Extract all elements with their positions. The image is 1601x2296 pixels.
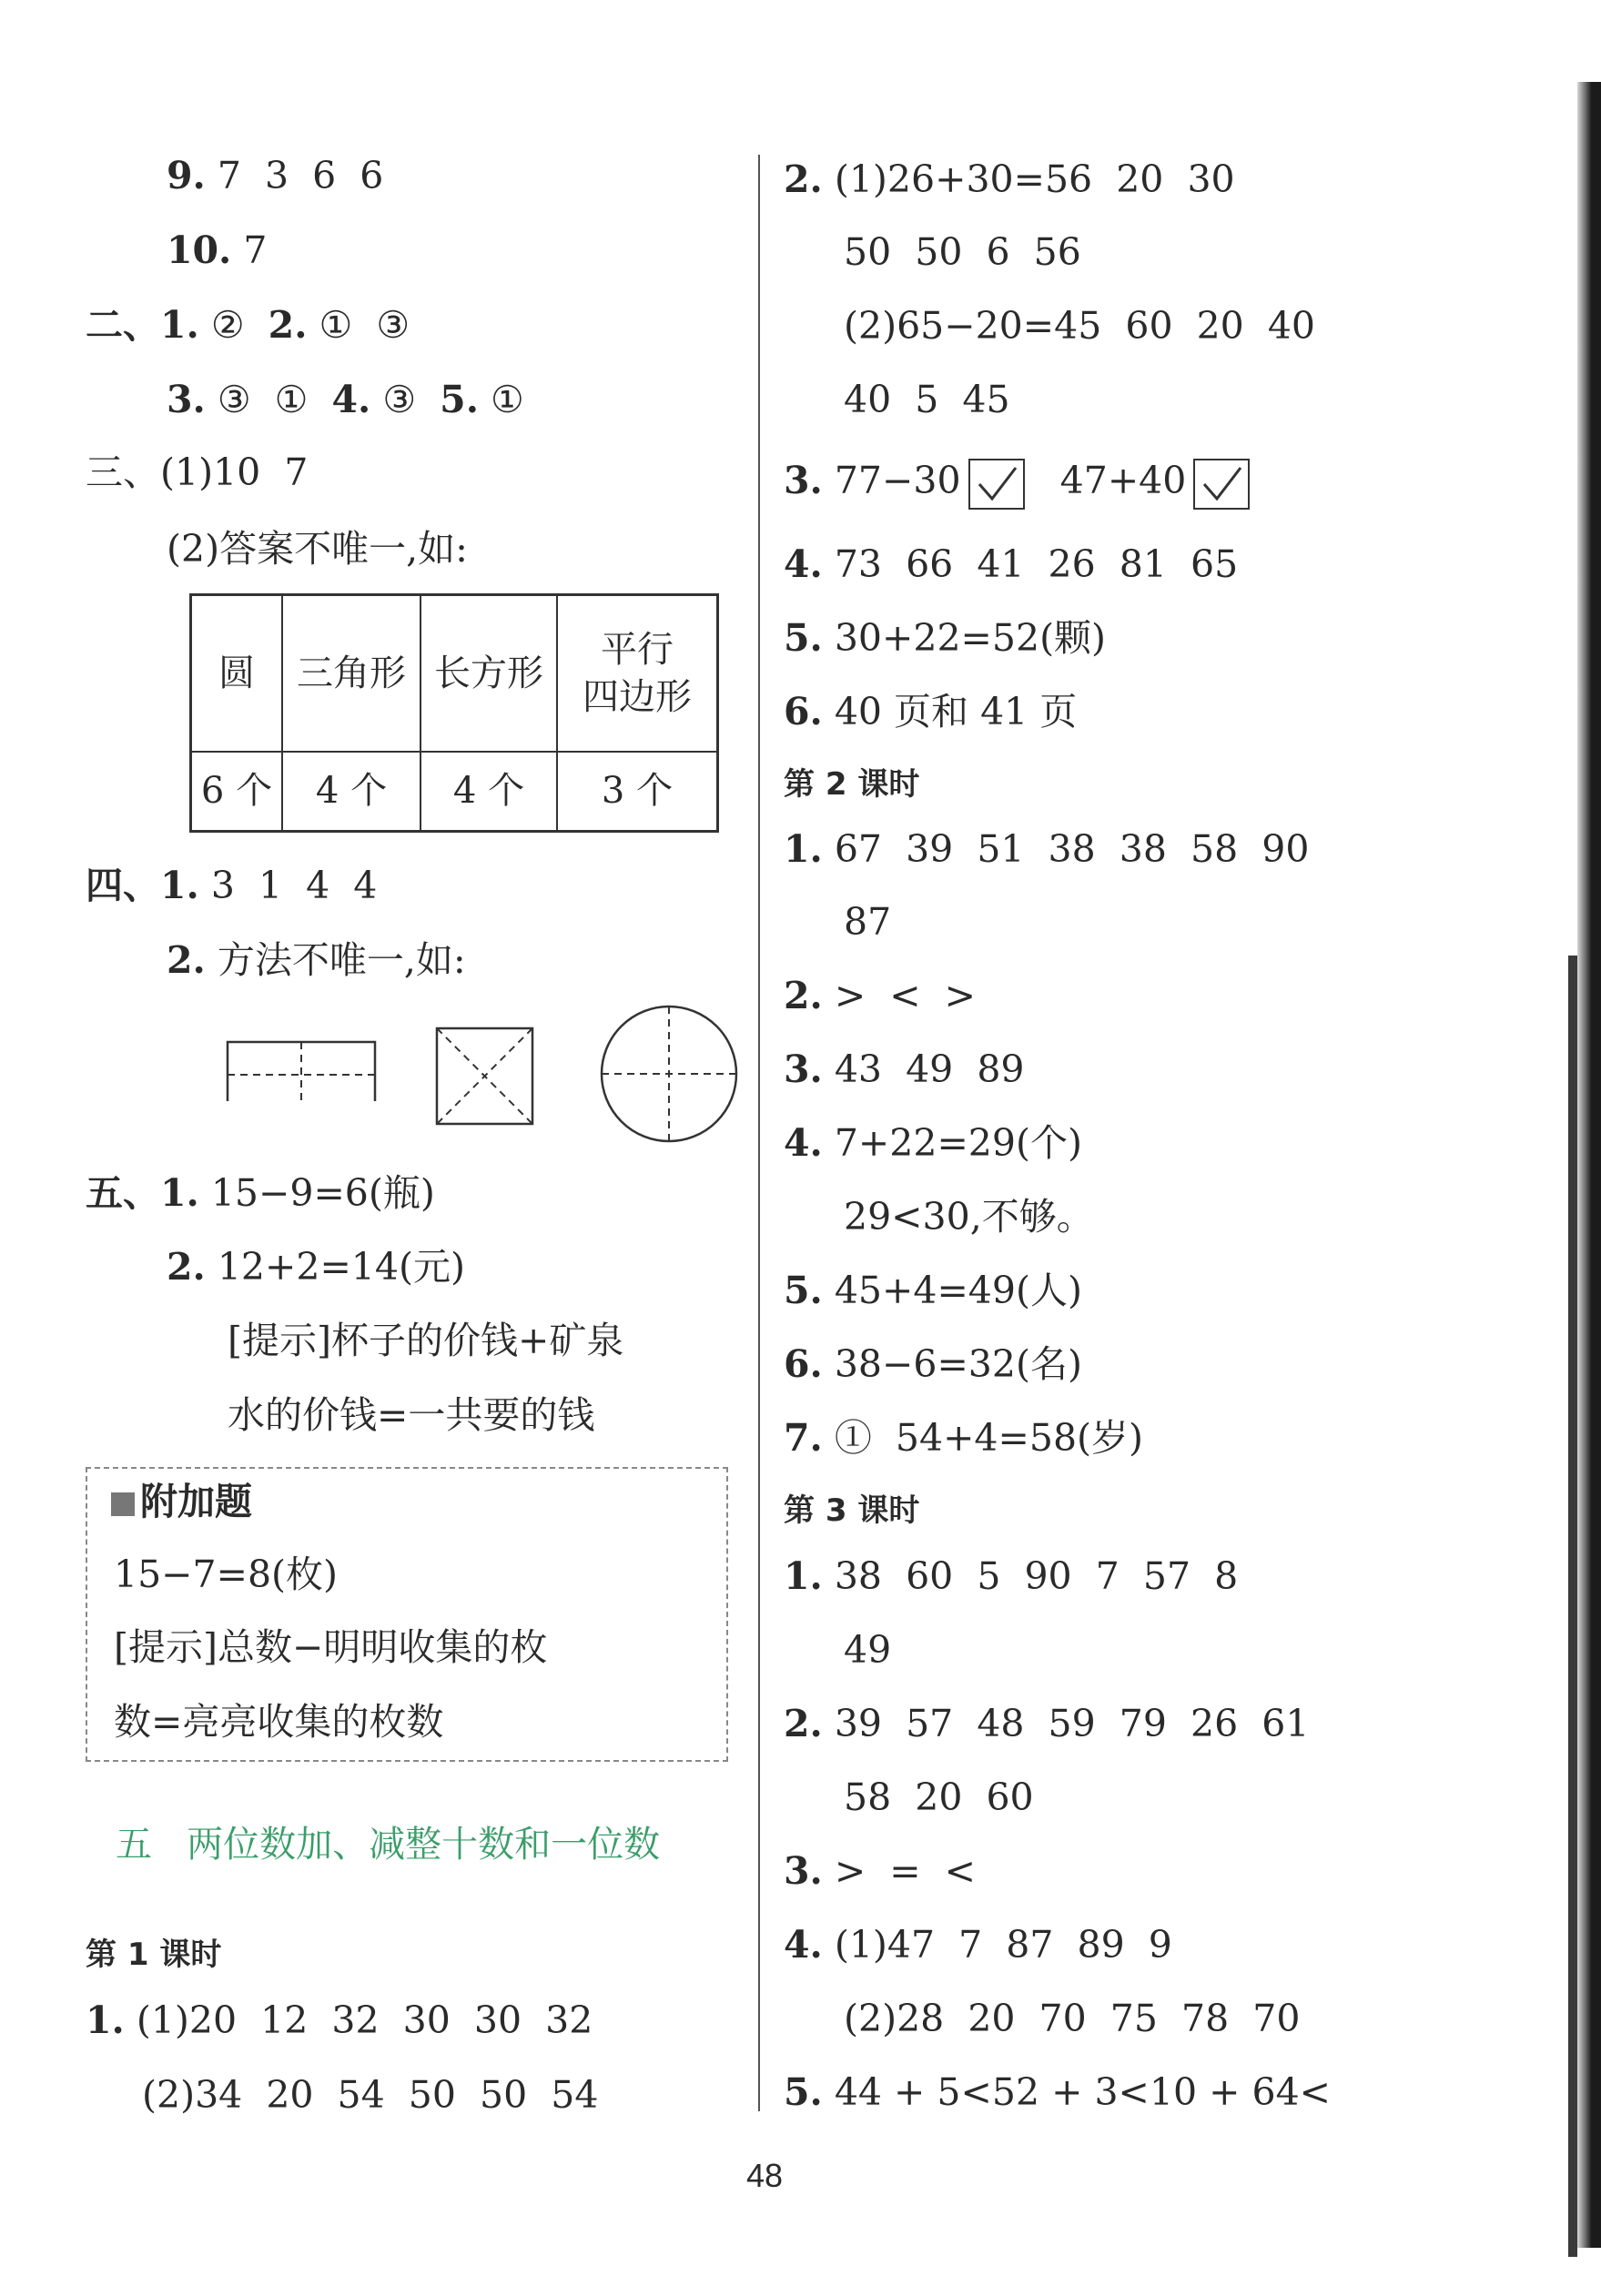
answer-5: 5. 30+22=52(颗) [784,616,1107,660]
count-rectangle: 4 个 [421,752,557,832]
section-3-line2: (2)答案不唯一,如: [167,527,468,571]
lesson-3-answer-1a: 1. 38 60 5 90 7 57 8 [784,1554,1239,1598]
circle-divided-figure [596,1001,742,1147]
answer-3: 3. 77−30 47+40 [784,458,1250,510]
lesson-3-answer-4b: (2)28 20 70 75 78 70 [844,1997,1301,2040]
chapter-title: 五 两位数加、减整十数和一位数 [116,1824,661,1866]
count-triangle: 4 个 [282,752,421,832]
lesson-2-answer-7: 7. ① 54+4=58(岁) [784,1416,1144,1460]
extra-title: 附加题 [111,1479,252,1524]
lesson-3-answer-1b: 49 [844,1628,892,1672]
lesson-3-answer-2a: 2. 39 57 48 59 79 26 61 [784,1702,1310,1745]
extra-line3: 数=亮亮收集的枚数 [114,1700,444,1744]
lesson-2-answer-4a: 4. 7+22=29(个) [784,1121,1082,1165]
lesson-1-answer-1a: 1. (1)20 12 32 30 30 32 [86,1998,593,2042]
answer-2a: 2. (1)26+30=56 20 30 [784,157,1235,201]
section-4-line2: 2. 方法不唯一,如: [167,938,466,982]
lesson-2-answer-2: 2. > < > [784,974,977,1017]
lesson-2-answer-6: 6. 38−6=32(名) [784,1342,1082,1386]
lesson-3-heading: 第 3 课时 [784,1492,920,1529]
section-4-line1: 四、1. 3 1 4 4 [86,864,378,907]
lesson-2-answer-5: 5. 45+4=49(人) [784,1269,1082,1312]
square-icon [111,1492,135,1516]
section-2-line2: 3. ③ ① 4. ③ 5. ① [167,378,524,421]
count-circle: 6 个 [191,752,283,832]
lesson-2-heading: 第 2 课时 [784,766,920,803]
answer-6: 6. 40 页和 41 页 [784,690,1078,733]
lesson-2-answer-1b: 87 [844,900,892,944]
section-2-line1: 二、1. ② 2. ① ③ [86,303,410,347]
column-divider [758,155,760,2111]
hint-line2: 水的价钱=一共要的钱 [228,1393,595,1437]
answer-2c: (2)65−20=45 60 20 40 [844,304,1316,348]
count-parallelogram: 3 个 [557,752,718,832]
extra-line2: [提示]总数−明明收集的枚 [114,1625,548,1669]
lesson-2-answer-4b: 29<30,不够。 [844,1195,1094,1239]
section-5-line2: 2. 12+2=14(元) [167,1245,465,1289]
lesson-3-answer-5: 5. 44 + 5<52 + 3<10 + 64< [784,2070,1332,2114]
lesson-3-answer-4a: 4. (1)47 7 87 89 9 [784,1923,1172,1967]
answer-9: 9. 7 3 6 6 [167,154,384,197]
answer-4: 4. 73 66 41 26 81 65 [784,542,1239,586]
header-rectangle: 长方形 [421,595,557,752]
answer-10: 10. 7 [167,228,268,272]
section-5-line1: 五、1. 15−9=6(瓶) [86,1171,435,1215]
hint-line1: [提示]杯子的价钱+矿泉 [228,1319,624,1362]
answer-2b: 50 50 6 56 [844,230,1081,274]
header-parallelogram: 平行 四边形 [557,595,718,752]
page-edge-shadow [1577,82,1601,2248]
page-number: 48 [745,2157,784,2194]
answer-2d: 40 5 45 [844,378,1010,421]
lesson-2-answer-3: 3. 43 49 89 [784,1047,1025,1091]
lesson-2-answer-1a: 1. 67 39 51 38 38 58 90 [784,827,1310,871]
lesson-3-answer-3: 3. > = < [784,1849,977,1893]
rectangle-divided-figure [223,1019,387,1101]
extra-line1: 15−7=8(枚) [114,1553,339,1596]
lesson-1-answer-1b: (2)34 20 54 50 50 54 [142,2073,599,2117]
header-circle: 圆 [191,595,283,752]
header-triangle: 三角形 [282,595,421,752]
square-divided-figure [432,1024,542,1133]
lesson-1-heading: 第 1 课时 [86,1937,222,1973]
section-3-line1: 三、(1)10 7 [86,450,309,494]
page-edge-binding [1568,956,1577,2257]
shape-count-table [189,593,719,833]
lesson-3-answer-2b: 58 20 60 [844,1775,1034,1819]
checkmark-icon [1193,459,1250,510]
checkmark-icon [968,459,1025,510]
